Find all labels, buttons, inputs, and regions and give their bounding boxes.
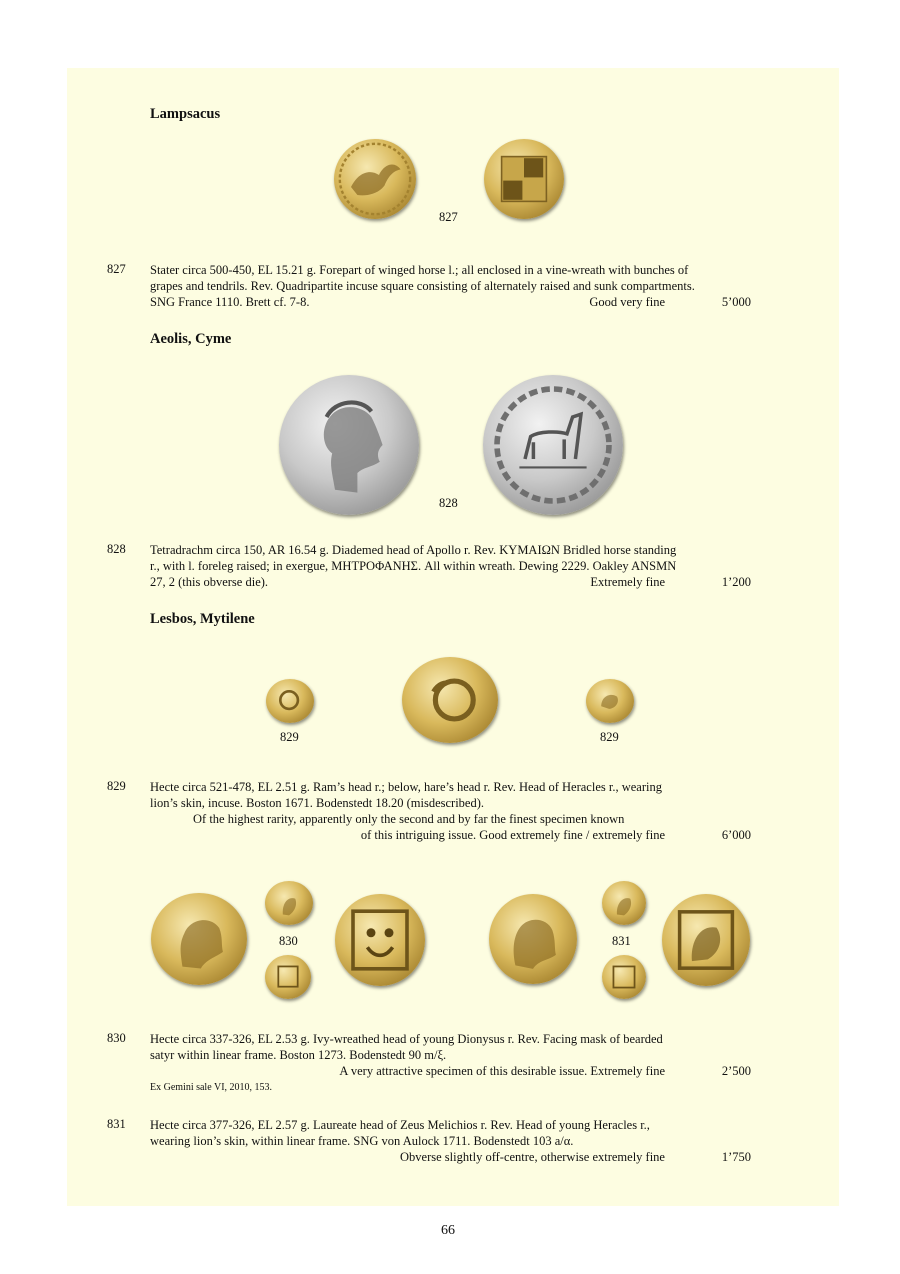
lot-827-description-line-1: Stater circa 500-450, EL 15.21 g. Forepart of winged horse l.; all enclosed in a vine-wreath with bunches of bbox=[150, 263, 689, 277]
caption-829-right: 829 bbox=[600, 730, 619, 744]
lot-number-831: 831 bbox=[107, 1117, 126, 1131]
page-number: 66 bbox=[441, 1223, 455, 1238]
caption-828: 828 bbox=[439, 496, 458, 510]
lot-829-description-line-2: lion’s skin, incuse. Boston 1671. Bodenstedt 18.20 (misdescribed). bbox=[150, 796, 485, 810]
lot-830-estimate: 2’500 bbox=[721, 1064, 751, 1078]
caption-830: 830 bbox=[279, 934, 298, 948]
lot-828-estimate: 1’200 bbox=[721, 575, 751, 589]
caption-831: 831 bbox=[612, 934, 631, 948]
coin-829-obverse bbox=[266, 679, 314, 723]
incuse-square-icon bbox=[484, 139, 564, 219]
satyr-mask-icon bbox=[335, 894, 425, 986]
lot-828-description-line-1: Tetradrachm circa 150, AR 16.54 g. Diademed head of Apollo r. Rev. ΚΥΜΑΙΩΝ Bridled horse standing bbox=[150, 543, 677, 557]
horse-in-wreath-icon bbox=[483, 375, 623, 515]
lot-830-description-line-2: satyr within linear frame. Boston 1273. Bodenstedt 90 m/ξ. bbox=[150, 1048, 447, 1062]
coin-831-obverse-enlargement bbox=[489, 894, 577, 984]
dionysus-head-small-icon bbox=[265, 881, 313, 925]
coin-831-reverse bbox=[602, 955, 646, 999]
lot-828-description-line-2: r., with l. foreleg raised; in exergue, ΜΗΤΡΟΦΑΝΗΣ. All within wreath. Dewing 2229. Oakley ANSMN bbox=[150, 559, 677, 573]
heracles-head-small-icon bbox=[602, 955, 646, 999]
caption-829-left: 829 bbox=[280, 730, 299, 744]
apollo-head-icon bbox=[279, 375, 419, 515]
lot-number-827: 827 bbox=[107, 262, 126, 276]
coin-827-obverse bbox=[334, 139, 416, 219]
coin-829-enlargement bbox=[402, 657, 498, 743]
section-heading-mytilene: Lesbos, Mytilene bbox=[150, 611, 255, 627]
lot-827-grade: Good very fine bbox=[589, 295, 665, 309]
lot-829-grade-line-1: Of the highest rarity, apparently only the second and by far the finest specimen known bbox=[193, 812, 625, 826]
lot-830-grade: A very attractive specimen of this desirable issue. Extremely fine bbox=[339, 1064, 665, 1078]
coin-830-obverse-enlargement bbox=[151, 893, 247, 985]
coin-831-obverse bbox=[602, 881, 646, 925]
coin-827-reverse bbox=[484, 139, 564, 219]
lot-831-description-line-1: Hecte circa 377-326, EL 2.57 g. Laureate head of Zeus Melichios r. Rev. Head of young Heracles r., bbox=[150, 1118, 650, 1132]
lot-831-estimate: 1’750 bbox=[721, 1150, 751, 1164]
lot-831-description-line-2: wearing lion’s skin, within linear frame. SNG von Aulock 1711. Bodenstedt 103 a/α. bbox=[150, 1134, 574, 1148]
zeus-head-small-icon bbox=[602, 881, 646, 925]
lot-827-description-line-3: SNG France 1110. Brett cf. 7-8. bbox=[150, 295, 310, 309]
coin-829-reverse bbox=[586, 679, 634, 723]
lot-831-grade: Obverse slightly off-centre, otherwise extremely fine bbox=[400, 1150, 665, 1164]
lot-828-description-line-3: 27, 2 (this obverse die). bbox=[150, 575, 269, 589]
lot-829-grade-line-2: of this intriguing issue. Good extremely fine / extremely fine bbox=[360, 828, 665, 842]
zeus-head-icon bbox=[489, 894, 577, 984]
heracles-head-icon bbox=[662, 894, 750, 986]
lot-827-estimate: 5’000 bbox=[721, 295, 751, 309]
lot-830-description-line-1: Hecte circa 337-326, EL 2.53 g. Ivy-wreathed head of young Dionysus r. Rev. Facing mask of bearded bbox=[150, 1032, 663, 1046]
caption-827: 827 bbox=[439, 210, 458, 224]
coin-830-reverse bbox=[265, 955, 311, 999]
lot-number-830: 830 bbox=[107, 1031, 126, 1045]
ram-head-icon bbox=[266, 679, 314, 723]
coin-831-reverse-enlargement bbox=[662, 894, 750, 986]
coin-830-obverse bbox=[265, 881, 313, 925]
section-heading-cyme: Aeolis, Cyme bbox=[150, 331, 232, 347]
coin-828-reverse bbox=[483, 375, 623, 515]
lot-829-description-line-1: Hecte circa 521-478, EL 2.51 g. Ram’s head r.; below, hare’s head r. Rev. Head of Heracles r., wearing bbox=[150, 780, 662, 794]
lot-number-828: 828 bbox=[107, 542, 126, 556]
lot-829-estimate: 6’000 bbox=[721, 828, 751, 842]
lot-827-description-line-2: grapes and tendrils. Rev. Quadripartite incuse square consisting of alternately raised and sunk compartments. bbox=[150, 279, 695, 293]
coin-830-reverse-enlargement bbox=[335, 894, 425, 986]
satyr-mask-small-icon bbox=[265, 955, 311, 999]
winged-horse-icon bbox=[334, 139, 416, 219]
lot-828-grade: Extremely fine bbox=[590, 575, 665, 589]
section-heading-lampsacus: Lampsacus bbox=[150, 106, 221, 122]
dionysus-head-icon bbox=[151, 893, 247, 985]
ram-head-enlarged-icon bbox=[402, 657, 498, 743]
lot-830-provenance: Ex Gemini sale VI, 2010, 153. bbox=[150, 1082, 273, 1093]
coin-828-obverse bbox=[279, 375, 419, 515]
heracles-head-incuse-icon bbox=[586, 679, 634, 723]
lot-number-829: 829 bbox=[107, 779, 126, 793]
